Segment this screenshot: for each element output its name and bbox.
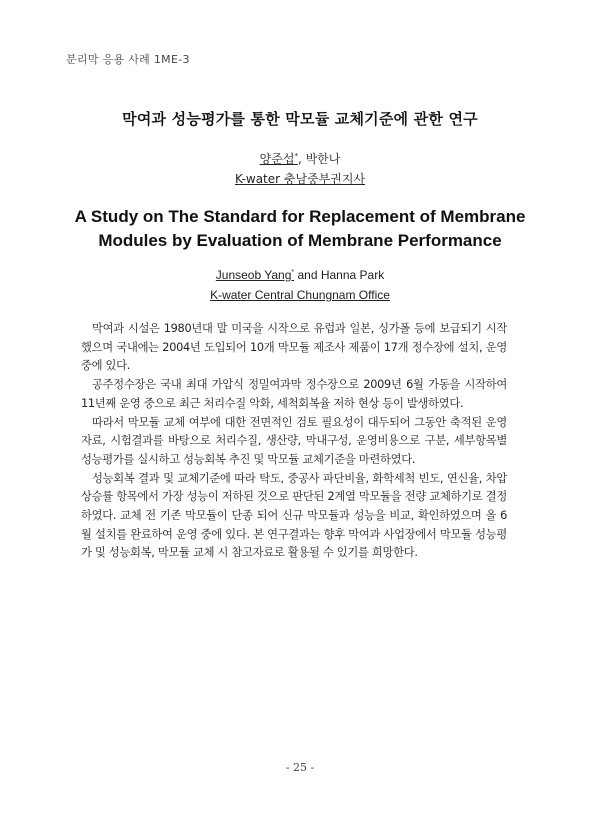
english-affiliation: K-water Central Chungnam Office <box>210 288 390 302</box>
korean-author-rest: , 박한나 <box>297 152 341 166</box>
abstract-paragraph: 성능회복 결과 및 교체기준에 따라 탁도, 중공사 파단비율, 화학세척 빈도, 연신율, 차압상승률 항목에서 가장 성능이 저하된 것으로 판단된 2계열 막모듈을 전량 교체하기로 결정하였다. 교체 전 기존 막모듈이 단종 되어 신규 막모듈과 성능을 비교, 확인하였으며 올 6월 설치를 완료하여 운영 중에 있다. 본 연구결과는 향후 막여과 사업장에서 막모듈 성능평가 및 성능회복, 막모듈 교체 시 참고자료로 활용될 수 있기를 희망한다. <box>81 471 508 560</box>
english-author-1: Junseob Yang* <box>215 268 295 282</box>
english-title <box>0 205 600 253</box>
korean-title: 막여과 성능평가를 통한 막모듈 교체기준에 관한 연구 <box>122 110 478 128</box>
korean-author-1: 양준섭* <box>259 152 298 166</box>
abstract-paragraph: 막여과 시설은 1980년대 말 미국을 시작으로 유럽과 일본, 싱가폴 등에 보급되기 시작했으며 국내에는 2004년 도입되어 10개 막모듈 제조사 제품이 17개 정수장에 설치, 운영 중에 있다. <box>81 322 507 373</box>
english-title-line-1: A Study on The Standard for Replacement of Membrane <box>74 207 526 226</box>
corresponding-mark: * <box>294 152 298 160</box>
english-authors <box>0 268 600 282</box>
running-header: 분리막 응용 사례 1ME-3 <box>66 53 190 66</box>
english-author-rest: and Hanna Park <box>294 268 385 282</box>
corresponding-mark: * <box>291 269 295 276</box>
korean-authors <box>0 150 600 167</box>
korean-affiliation: K-water 충남중부권지사 <box>234 172 366 186</box>
abstract-body <box>81 320 507 563</box>
abstract-paragraph: 따라서 막모듈 교체 여부에 대한 전면적인 검토 필요성이 대두되어 그동안 축적된 운영자료, 시험결과를 바탕으로 처리수질, 생산량, 막내구성, 운영비용으로 구분, 세부항목별 성능평가를 실시하고 성능회복 추진 및 막모듈 교체기준을 마련하였다. <box>81 415 507 466</box>
english-title-line-2: Modules by Evaluation of Membrane Performance <box>98 231 502 250</box>
abstract-paragraph: 공주정수장은 국내 최대 가압식 정밀여과막 정수장으로 2009년 6월 가동을 시작하여 11년째 운영 중으로 최근 처리수질 악화, 세척회복율 저하 현상 등이 발생하였다. <box>81 378 507 410</box>
page-number: - 25 - <box>285 761 315 774</box>
